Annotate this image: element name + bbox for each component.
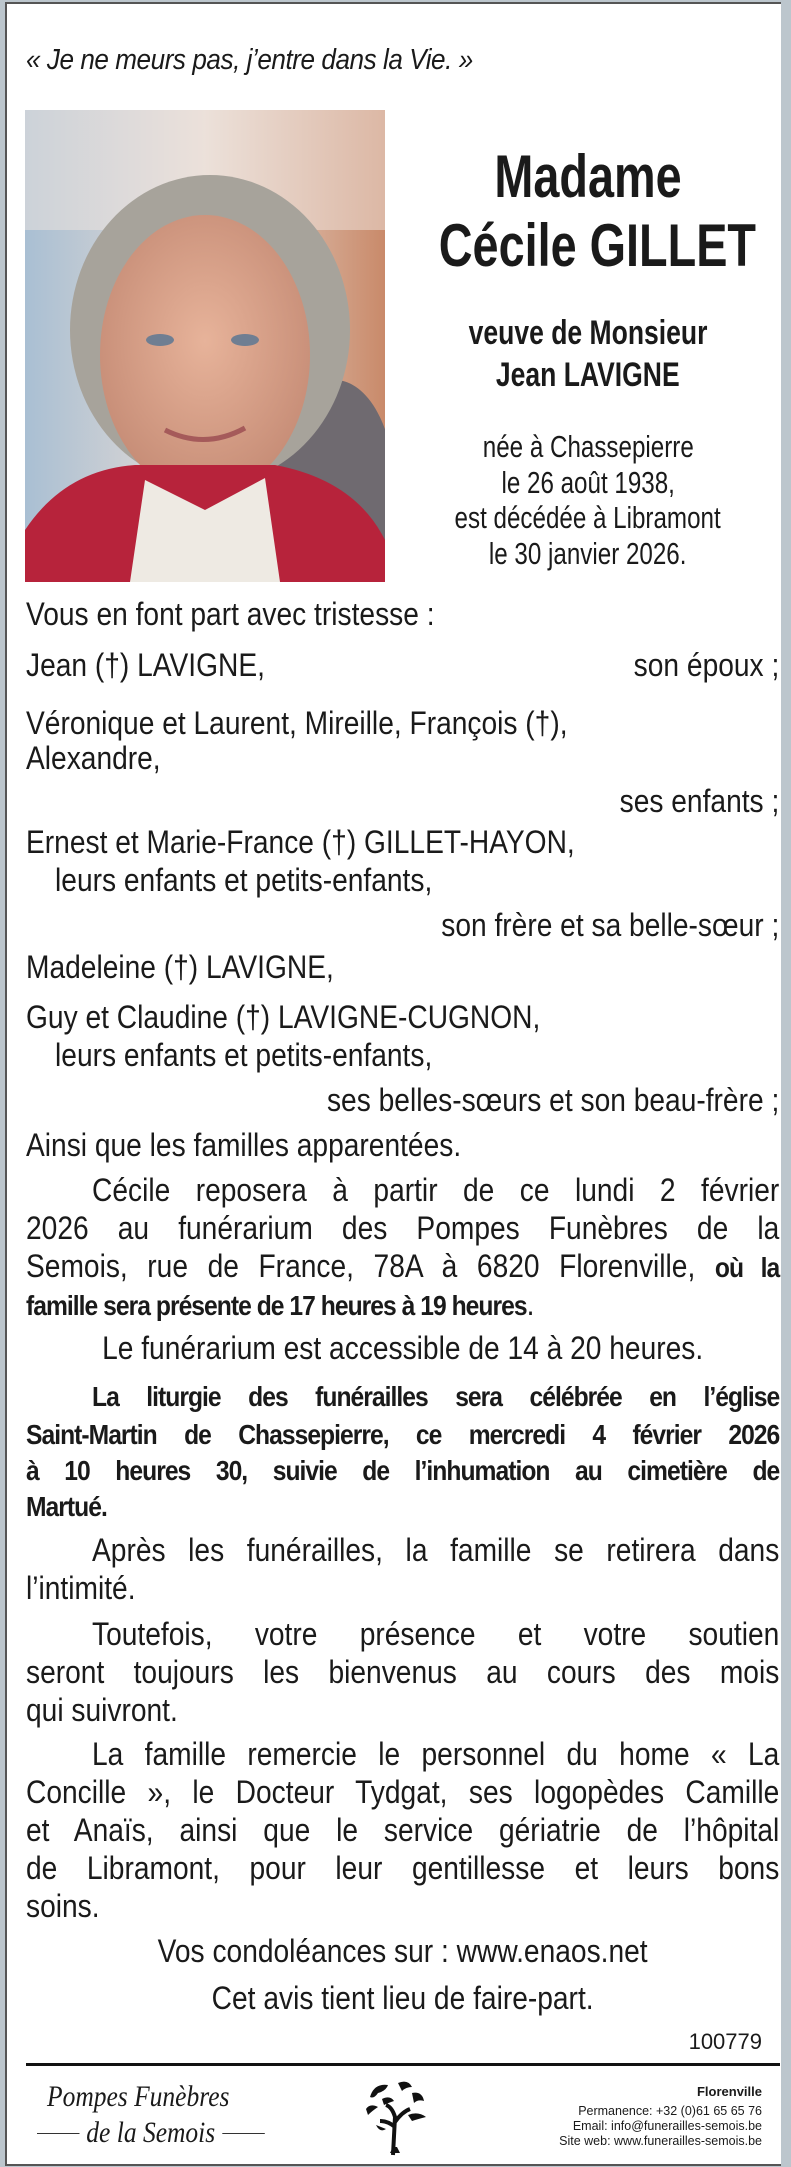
contact-city: Florenville xyxy=(696,2084,762,2099)
text-line: l’intimité. xyxy=(26,1570,136,1606)
decorative-line xyxy=(222,2133,265,2134)
bold-segment: Martué. xyxy=(26,1491,107,1522)
death-date: le 30 janvier 2026. xyxy=(489,536,687,571)
notice-body xyxy=(26,595,779,2017)
text-line: Concille », le Docteur Tydgat, ses logopèdes Camille xyxy=(26,1774,780,1810)
paragraph-visitation xyxy=(26,1171,779,1323)
text-line xyxy=(26,1285,779,1323)
children-relation: ses enfants ; xyxy=(619,783,780,819)
funeral-home-name: Pompes Funèbres xyxy=(47,2080,230,2113)
deceased-name: Cécile GILLET xyxy=(438,212,757,279)
sibling-descendants: leurs enfants et petits-enfants, xyxy=(55,862,433,898)
text-line xyxy=(26,1376,779,1414)
bold-segment: La liturgie des funérailles sera célébrée en l’église xyxy=(92,1381,780,1412)
text-line xyxy=(26,1486,779,1524)
text-line: 2026 au funérarium des Pompes Funèbres de la xyxy=(26,1210,780,1246)
bold-segment: famille sera présente de 17 heures à 19 heures xyxy=(26,1290,527,1321)
bold-segment: à 10 heures 30, suivie de l’inhumation au cimetière de xyxy=(26,1455,780,1486)
epigraph-quote: « Je ne meurs pas, j’entre dans la Vie. » xyxy=(26,44,473,76)
notice-statement: Cet avis tient lieu de faire-part. xyxy=(211,1980,594,2016)
tree-logo-icon xyxy=(362,2077,428,2162)
text-line: Toutefois, votre présence et votre soutien xyxy=(92,1616,780,1652)
reference-number: 100779 xyxy=(688,2029,762,2054)
text-line: Cécile reposera à partir de ce lundi 2 février xyxy=(92,1172,780,1208)
text-line xyxy=(26,1247,779,1285)
family-intro: Vous en font part avec tristesse : xyxy=(26,596,435,632)
inlaw-names-2: Guy et Claudine (†) LAVIGNE-CUGNON, xyxy=(26,999,541,1035)
family-spouse xyxy=(26,646,779,684)
text-line: de Libramont, pour leur gentillesse et leurs bons xyxy=(26,1850,780,1886)
contact-email[interactable]: Email: info@funerailles-semois.be xyxy=(572,2119,762,2133)
divider xyxy=(26,2063,780,2066)
related-families: Ainsi que les familles apparentées. xyxy=(26,1127,462,1163)
text-line: qui suivront. xyxy=(26,1692,178,1728)
paragraph-thanks xyxy=(26,1735,779,1925)
funeral-home-subtitle xyxy=(37,2116,264,2150)
sibling-relation: son frère et sa belle-sœur ; xyxy=(441,907,780,943)
sibling-names: Ernest et Marie-France (†) GILLET-HAYON, xyxy=(26,824,575,860)
death-place: est décédée à Libramont xyxy=(454,500,722,535)
text-segment: Semois, rue de France, 78A à 6820 Florenville, xyxy=(26,1248,696,1284)
spouse-name: Jean LAVIGNE xyxy=(496,356,680,394)
text-segment: . xyxy=(526,1286,535,1322)
subtitle-text: de la Semois xyxy=(86,2116,216,2149)
portrait-photo xyxy=(25,110,385,582)
inlaw-descendants: leurs enfants et petits-enfants, xyxy=(55,1037,433,1073)
contact-phone[interactable]: Permanence: +32 (0)61 65 65 76 xyxy=(578,2104,762,2118)
text-line: Après les funérailles, la famille se retirera dans xyxy=(92,1532,780,1568)
text-line xyxy=(26,1414,779,1450)
obituary-notice xyxy=(5,2,781,2166)
widow-of: veuve de Monsieur xyxy=(468,314,708,352)
funeral-home-contact xyxy=(559,2084,762,2149)
children-names-cont: Alexandre, xyxy=(26,740,161,776)
funerarium-hours: Le funérarium est accessible de 14 à 20 heures. xyxy=(102,1330,704,1366)
spouse-name: Jean (†) LAVIGNE, xyxy=(26,647,265,683)
text-line: soins. xyxy=(26,1888,100,1924)
birth-place: née à Chassepierre xyxy=(482,429,694,464)
condolences-link[interactable]: Vos condoléances sur : www.enaos.net xyxy=(157,1933,648,1969)
inlaw-names-1: Madeleine (†) LAVIGNE, xyxy=(26,949,334,985)
birth-date: le 26 août 1938, xyxy=(501,465,675,500)
paragraph-after xyxy=(26,1531,779,1607)
paragraph-liturgy xyxy=(26,1376,779,1524)
contact-website[interactable]: Site web: www.funerailles-semois.be xyxy=(559,2134,762,2148)
text-line: seront toujours les bienvenus au cours des mois xyxy=(26,1654,780,1690)
spouse-relation: son époux ; xyxy=(633,647,780,683)
inlaw-relation: ses belles-sœurs et son beau-frère ; xyxy=(326,1082,780,1118)
text-line: et Anaïs, ainsi que le service gériatrie de l’hôpital xyxy=(26,1812,780,1848)
bold-segment: Saint-Martin de Chassepierre, ce mercredi 4 février 2026 xyxy=(26,1419,780,1450)
text-line: La famille remercie le personnel du home « La xyxy=(92,1736,780,1772)
paragraph-support xyxy=(26,1615,779,1729)
decorative-line xyxy=(37,2133,80,2134)
deceased-title: Madame xyxy=(494,143,682,210)
children-names: Véronique et Laurent, Mireille, François (†), xyxy=(26,705,568,741)
bold-segment: où la xyxy=(714,1252,780,1283)
text-line xyxy=(26,1450,779,1486)
